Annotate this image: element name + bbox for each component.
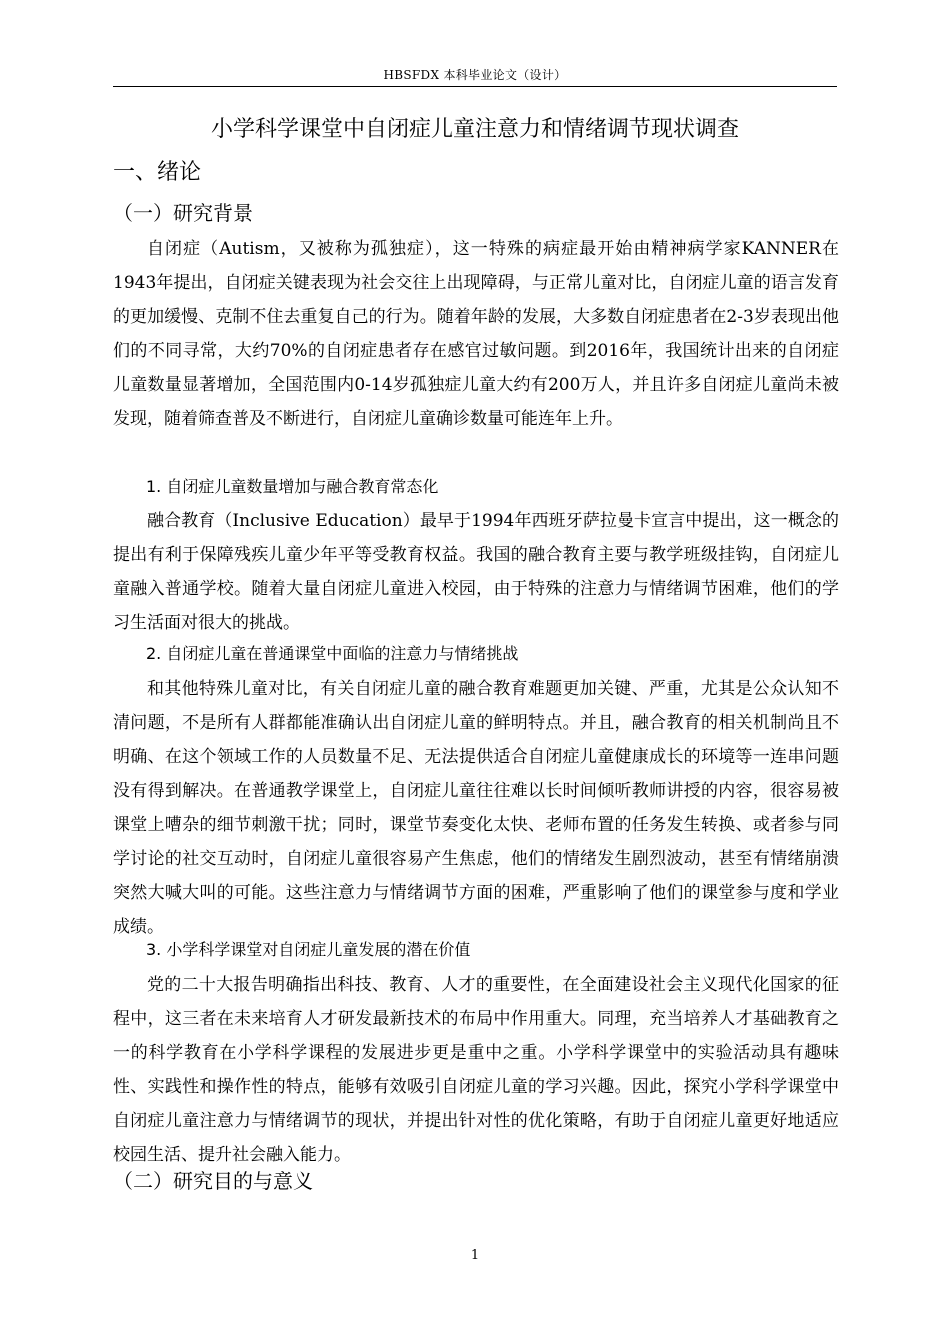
subsection-heading-background: （一）研究背景 [113, 201, 253, 225]
item-heading-1: 1. 自闭症儿童数量增加与融合教育常态化 [146, 477, 439, 496]
paragraph-autism-background: 自闭症（Autism，又被称为孤独症），这一特殊的病症最开始由精神病学家KANNER在1943年提出，自闭症关键表现为社会交往上出现障碍，与正常儿童对比，自闭症儿童的语言发育的更加缓慢、克制不住去重复自己的行为。随着年龄的发展，大多数自闭症患者在2-3岁表现出他们的不同寻常，大约70%的自闭症患者存在感官过敏问题。到2016年，我国统计出来的自闭症儿童数量显著增加，全国范围内0-14岁孤独症儿童大约有200万人，并且许多自闭症儿童尚未被发现，随着筛查普及不断进行，自闭症儿童确诊数量可能连年上升。 [113, 239, 839, 429]
paragraph-inclusive-education: 融合教育（Inclusive Education）最早于1994年西班牙萨拉曼卡宣言中提出，这一概念的提出有利于保障残疾儿童少年平等受教育权益。我国的融合教育主要与教学班级挂钩，自闭症儿童融入普通学校。随着大量自闭症儿童进入校园，由于特殊的注意力与情绪调节困难，他们的学习生活面对很大的挑战。 [113, 511, 839, 633]
running-header: HBSFDX 本科毕业论文（设计） [383, 68, 567, 82]
paragraph-classroom-challenges: 和其他特殊儿童对比，有关自闭症儿童的融合教育难题更加关键、严重，尤其是公众认知不清问题，不是所有人群都能准确认出自闭症儿童的鲜明特点。并且，融合教育的相关机制尚且不明确、在这个领域工作的人员数量不足、无法提供适合自闭症儿童健康成长的环境等一连串问题没有得到解决。在普通教学课堂上，自闭症儿童往往难以长时间倾听教师讲授的内容，很容易被课堂上嘈杂的细节刺激干扰；同时，课堂节奏变化太快、老师布置的任务发生转换、或者参与同学讨论的社交互动时，自闭症儿童很容易产生焦虑，他们的情绪发生剧烈波动，甚至有情绪崩溃突然大喊大叫的可能。这些注意力与情绪调节方面的困难，严重影响了他们的课堂参与度和学业成绩。 [113, 679, 839, 937]
page-number: 1 [470, 1248, 480, 1263]
document-title: 小学科学课堂中自闭症儿童注意力和情绪调节现状调查 [210, 117, 739, 142]
section-heading-introduction: 一、绪论 [113, 160, 202, 185]
paragraph-science-class-value: 党的二十大报告明确指出科技、教育、人才的重要性，在全面建设社会主义现代化国家的征程中，这三者在未来培育人才研发最新技术的布局中作用重大。同理，充当培养人才基础教育之一的科学教育在小学科学课程的发展进步更是重中之重。小学科学课堂中的实验活动具有趣味性、实践性和操作性的特点，能够有效吸引自闭症儿童的学习兴趣。因此，探究小学科学课堂中自闭症儿童注意力与情绪调节的现状，并提出针对性的优化策略，有助于自闭症儿童更好地适应校园生活、提升社会融入能力。 [113, 975, 839, 1165]
item-heading-3: 3. 小学科学课堂对自闭症儿童发展的潜在价值 [146, 940, 471, 959]
subsection-heading-purpose: （二）研究目的与意义 [113, 1169, 313, 1193]
item-heading-2: 2. 自闭症儿童在普通课堂中面临的注意力与情绪挑战 [146, 644, 519, 663]
header-rule [113, 86, 837, 87]
